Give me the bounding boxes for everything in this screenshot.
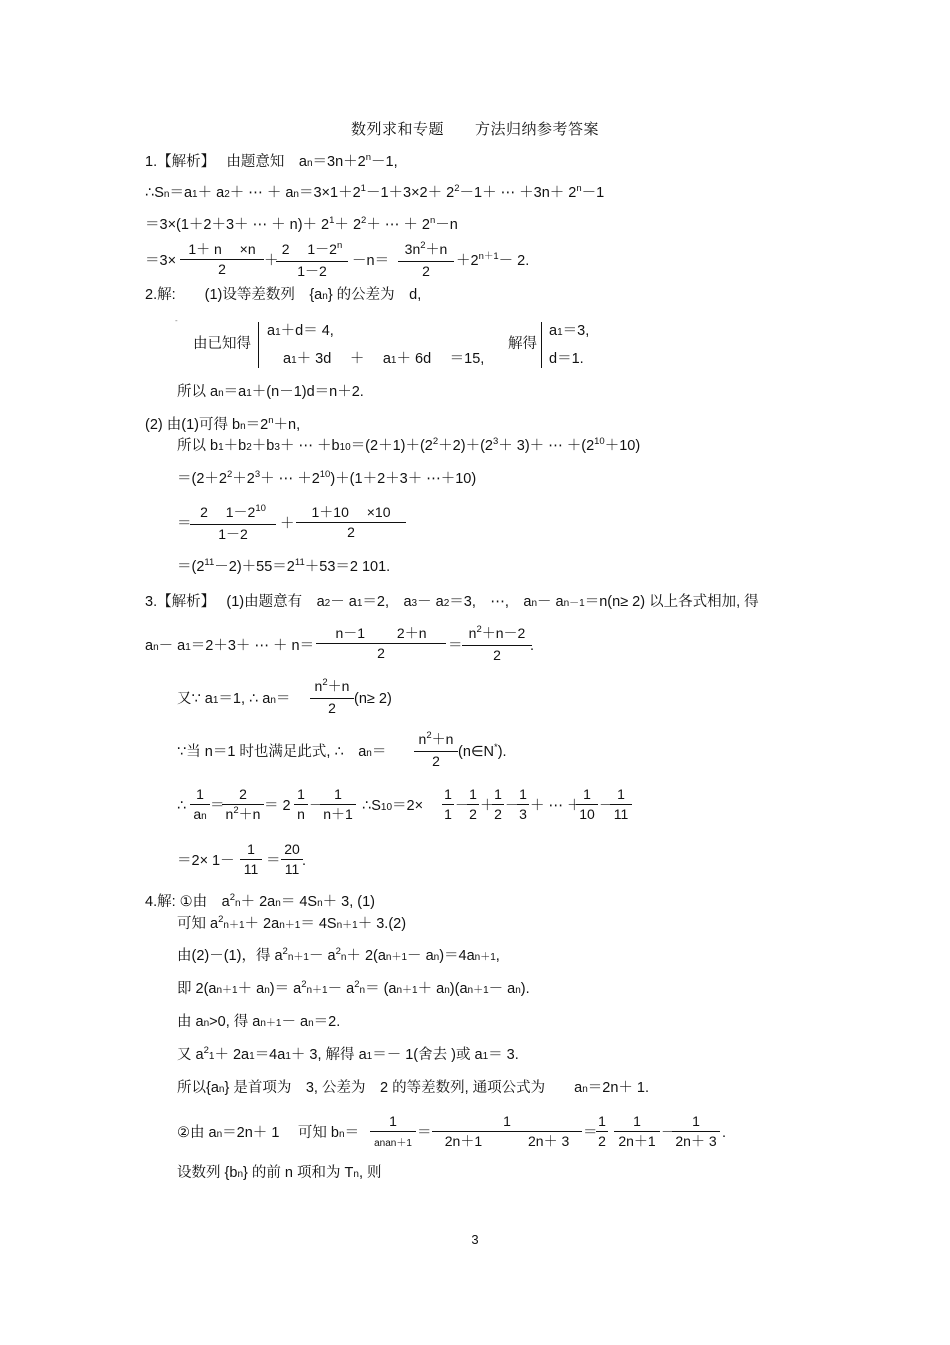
- p3-frac-1-2b: $\frac{1}{2}$: [492, 786, 504, 823]
- p3-line4: ∵当 n＝1 时也满足此式, ∴ an＝: [177, 744, 387, 760]
- p3-eq-b: ＝ 2: [264, 798, 291, 814]
- p2-line6: $=(2+2^2+2^3+$ ⋯ $+2^{10})+(1+2+3+$ ⋯＋10): [177, 469, 477, 487]
- p1-line4-a: ＝3×: [145, 253, 177, 269]
- p4-line5: 由 an>0, 得 an＋1－ an＝2.: [177, 1014, 341, 1030]
- p2-solve-label: 解得: [508, 336, 537, 352]
- p3-fraction-1-over-n: $\frac{1}{n}$: [294, 786, 308, 823]
- p4-line8-dot: .: [722, 1125, 727, 1141]
- p3-therefore: ∴: [177, 798, 187, 814]
- p1-line2: ∴Sn＝a1＋ a2＋ ⋯ ＋ $an=3\times 1+2^1-1+3\times 2+ 2^2-1+$ ⋯ $+3n+ 2^n-1$: [145, 183, 605, 201]
- p2-line7-plus: ＋: [280, 516, 295, 532]
- p3-fraction-1-over-n1: $\frac{1}{n+1}$: [320, 786, 356, 823]
- p2-fraction-geometric: $\frac{2 1-2^{10}}{1-2}$: [190, 504, 276, 543]
- p2-line5: 所以 b1＋b2＋b3＋ ⋯ $+b10=(2+1)+(2^2+2)+(2^3+ 3)+$ ⋯ $+(2^{10}+10)$: [177, 436, 641, 454]
- p3-s10: ∴S10＝2×: [362, 798, 424, 814]
- p1-plus: ＋: [264, 253, 279, 269]
- p3-op-5: －: [599, 798, 614, 814]
- p2-left-brace: [258, 322, 267, 368]
- p3-line3-cond: (n≥ 2): [354, 691, 392, 707]
- p3-fraction-an-general: $\frac{n^2+n}{2}$: [414, 731, 458, 770]
- p2-line1: 2.解: (1)设等差数列 {an} 的公差为 d,: [145, 287, 422, 303]
- p1-line3: ＝3×(1＋2＋3＋ ⋯ ＋ $n)+ 2^1+ 2^2+$ ⋯ ＋ $2^n-n$: [145, 215, 458, 233]
- p3-frac-1-10: $\frac{1}{10}$: [576, 786, 598, 823]
- p2-line4: (2) 由(1)可得 $bn=2^n+n$,: [145, 415, 301, 433]
- p3-eq-a: ＝: [210, 798, 225, 814]
- p4-line1: 4.解: ①由 $a^2n+ 2an= 4Sn+ 3$, (1): [145, 892, 376, 910]
- p3-frac-1-3: $\frac{1}{3}$: [517, 786, 529, 823]
- p2-line7-eq: ＝: [177, 516, 192, 532]
- p3-line2-eq: ＝: [448, 638, 463, 654]
- p3-line3: 又∵ a1＝1, ∴ an＝: [177, 691, 291, 707]
- p3-op-3: －: [505, 798, 520, 814]
- p1-fraction-2: $\frac{2 1-2^n}{1-2}$: [276, 241, 348, 280]
- p2-solution-2: d＝1.: [549, 351, 584, 367]
- p3-op-1: －: [455, 798, 470, 814]
- small-mark: -: [175, 316, 178, 325]
- p3-fraction-1-over-an: $\frac{1}{an}$: [190, 786, 210, 825]
- p3-minus-a: －: [309, 798, 324, 814]
- p4-line8-a: ②由 an＝2n＋ 1 可知 bn＝: [177, 1125, 360, 1141]
- p2-equation-1: a1＋d＝ 4,: [267, 323, 334, 339]
- p3-fraction-result: $\frac{n^2+n-2}{2}$: [462, 625, 532, 664]
- p3-line6-dot: .: [302, 853, 307, 869]
- p3-fraction-an: $\frac{n^2+n}{2}$: [310, 678, 354, 717]
- p1-line4-end: $+2^{n+1}- 2$.: [456, 251, 530, 269]
- p4-fraction-1-over-2n3: $\frac{1}{2n+ 3}$: [672, 1113, 720, 1150]
- p4-fraction-bn: 1 anan＋1: [370, 1113, 416, 1152]
- page-title: 数列求和专题 方法归纳参考答案: [350, 121, 599, 138]
- p4-line8-minus: －: [661, 1125, 676, 1141]
- p3-frac-final-2: $\frac{20}{11}$: [281, 841, 303, 878]
- p2-fraction-arithmetic: $\frac{1+10 \times 10}{2}$: [296, 504, 406, 541]
- p4-line3: 由(2)－(1)，得 $a^2n+1- a^2n+ 2(an+1- an)=4an+1$,: [177, 946, 500, 964]
- p4-line4: 即 $2(an+1+ an)= a^2n+1- a^2n= (an+1+ an)(an+1- an)$.: [177, 979, 530, 997]
- p1-line1: 1.【解析】 由题意知 $an=3n+2^n-1$,: [145, 152, 398, 170]
- p1-fraction-3: $\frac{3n^2+n}{2}$: [398, 241, 454, 280]
- p3-line4-domain: (n∈N*).: [458, 742, 507, 760]
- p2-equation-2: a1＋ 3d ＋ a1＋ 6d ＝15,: [283, 351, 485, 367]
- p3-line6-eq: ＝: [266, 853, 281, 869]
- p4-line7: 所以{an} 是首项为 3, 公差为 2 的等差数列, 通项公式为 an＝2n＋ 1.: [177, 1080, 650, 1096]
- p4-line2: 可知 $a^2n+1+ 2an+1= 4Sn+1+ 3.(2)$: [177, 914, 407, 932]
- p3-frac-final-1: $\frac{1}{11}$: [240, 841, 262, 878]
- p4-line8-eq2: ＝: [583, 1125, 598, 1141]
- p1-minus-n: －n＝: [352, 253, 390, 269]
- p3-line2: an－ a1＝2＋3＋ ⋯ ＋ n＝: [145, 638, 315, 654]
- p3-line1: 3.【解析】 (1)由题意有 a2－ a1＝2, a3－ a2＝3, ⋯, an－ an－1＝n(n≥ 2) 以上各式相加, 得: [145, 594, 759, 610]
- p3-line2-dot: .: [530, 638, 535, 654]
- p4-line8-eq1: ＝: [417, 1125, 432, 1141]
- p3-op-4: ＋ ⋯ ＋: [530, 798, 582, 814]
- p4-fraction-product: $\frac{1}{2n+1 2n+ 3}$: [432, 1113, 582, 1150]
- p4-line9: 设数列 {bn} 的前 n 项和为 Tn, 则: [177, 1165, 382, 1181]
- p4-fraction-1-over-2n1: $\frac{1}{2n+1}$: [614, 1113, 660, 1150]
- p3-frac-1-1: $\frac{1}{1}$: [442, 786, 454, 823]
- p2-given-label: 由已知得: [193, 336, 251, 352]
- page-number: 3: [471, 1232, 479, 1247]
- p3-fraction-sum: $\frac{n-1 2+n}{2}$: [316, 625, 446, 662]
- p3-op-2: ＋: [480, 798, 495, 814]
- p4-fraction-half: $\frac{1}{2}$: [596, 1113, 608, 1150]
- p4-line6: 又 $a^21+ 2a1=4a1+ 3$, 解得 a1＝－ 1(舍去 )或 a1＝ 3.: [177, 1045, 519, 1063]
- p2-line3: 所以 an＝a1＋(n－1)d＝n＋2.: [177, 384, 364, 400]
- p3-frac-1-2a: $\frac{1}{2}$: [467, 786, 479, 823]
- p3-fraction-2-over: $\frac{2}{n^2+n}$: [222, 786, 264, 825]
- p3-line6-a: ＝2× 1－: [177, 853, 235, 869]
- p2-solution-1: a1＝3,: [549, 323, 590, 339]
- p3-frac-1-11: $\frac{1}{11}$: [610, 786, 632, 823]
- p2-line8: $=(2^{11}-2)+55=2^{11}+53=2$ 101.: [177, 557, 391, 575]
- p1-fraction-1: $\frac{1+ n \times n}{2}$: [180, 241, 264, 278]
